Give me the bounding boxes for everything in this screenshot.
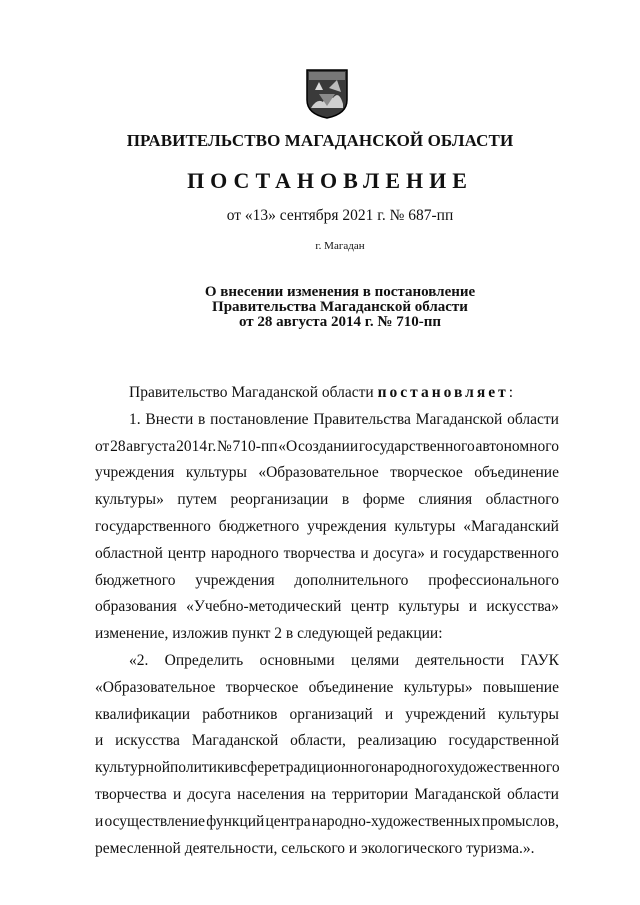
- word: государственного: [358, 437, 475, 455]
- word: государственного: [95, 517, 211, 535]
- word: осуществление: [104, 812, 206, 830]
- word: культуры: [394, 517, 456, 535]
- word: «Учебно-методический: [186, 598, 342, 616]
- paragraph-line: [95, 514, 559, 541]
- word: культуры»: [95, 491, 164, 509]
- word: искусства: [115, 732, 180, 750]
- word: 28: [110, 437, 126, 455]
- paragraph-line: [95, 594, 559, 621]
- word: автономного: [475, 437, 559, 455]
- word: центр: [167, 544, 206, 562]
- word: промыслов,: [481, 812, 559, 830]
- word: основными: [259, 651, 335, 669]
- word: «Образовательное: [95, 678, 216, 696]
- word: «О: [278, 437, 298, 455]
- word: и: [429, 544, 439, 562]
- word: культуры: [497, 705, 559, 723]
- word: профессионального: [428, 571, 559, 589]
- document-date-number: от «13» сентября 2021 г. № 687-пп: [226, 207, 454, 224]
- word: политики: [170, 759, 233, 777]
- word: повышение: [482, 678, 559, 696]
- word: области,: [290, 732, 346, 750]
- word: творчества: [283, 544, 356, 562]
- word: создании: [297, 437, 359, 455]
- word: работников: [202, 705, 278, 723]
- word: народного: [378, 759, 447, 777]
- word: форме: [362, 491, 405, 509]
- word: деятельности: [415, 651, 505, 669]
- word: путем: [177, 491, 217, 509]
- word: учреждения: [307, 517, 387, 535]
- word: учреждения: [95, 464, 175, 482]
- paragraph-line: [95, 702, 559, 729]
- word: искусства»: [486, 598, 559, 616]
- word: художественного: [446, 759, 560, 777]
- word: «Магаданский: [463, 517, 559, 535]
- subject-line: от 28 августа 2014 г. № 710-пп: [238, 314, 442, 330]
- word: сфере: [240, 759, 279, 777]
- word: традиционного: [278, 759, 379, 777]
- word: культуры»: [403, 678, 473, 696]
- word: слияния: [418, 491, 473, 509]
- word: народного: [210, 544, 279, 562]
- word: государственной: [448, 732, 559, 750]
- word: объединение: [308, 678, 394, 696]
- coat-of-arms-icon: [305, 68, 349, 120]
- word: и: [172, 785, 182, 803]
- word: и: [360, 544, 369, 562]
- word: бюджетного: [95, 571, 176, 589]
- word: областной: [95, 544, 163, 562]
- document-body: [95, 380, 559, 862]
- word: от: [95, 437, 110, 455]
- paragraph-line: ремесленной деятельности, сельского и экологического туризма.».: [95, 839, 535, 857]
- word: ГАУК: [520, 651, 559, 669]
- word: «2.: [129, 651, 149, 669]
- word: культуры: [398, 598, 460, 616]
- word: центра: [265, 812, 311, 830]
- document-subject: [0, 285, 640, 330]
- word: Магаданской: [191, 732, 279, 750]
- paragraph-line: [95, 675, 559, 702]
- word: и: [468, 598, 478, 616]
- word: на: [310, 785, 326, 803]
- preamble-tail: :: [508, 384, 514, 401]
- word: функций: [206, 812, 265, 830]
- word: и: [95, 732, 104, 750]
- word: государственного: [443, 544, 559, 562]
- paragraph-line: [95, 809, 559, 836]
- word: Магаданской: [415, 410, 503, 428]
- word: и: [384, 705, 394, 723]
- word: бюджетного: [218, 517, 300, 535]
- paragraph-line: [95, 568, 559, 595]
- subject-line: О внесении изменения в постановление: [204, 284, 476, 300]
- paragraph-line: [95, 648, 559, 675]
- word: учреждений: [405, 705, 486, 723]
- paragraph-line: [95, 487, 559, 514]
- word: объединение: [474, 464, 559, 482]
- document-type-title: ПОСТАНОВЛЕНИЕ: [187, 168, 473, 193]
- preamble: [95, 380, 559, 407]
- word: в: [198, 410, 206, 428]
- word: в: [232, 759, 241, 777]
- paragraph-line: [95, 460, 559, 487]
- word: целями: [351, 651, 400, 669]
- word: 2014: [176, 437, 208, 455]
- subject-line: Правительства Магаданской области: [212, 299, 468, 315]
- document-city: г. Магадан: [315, 240, 365, 252]
- word: Магаданской: [414, 785, 501, 803]
- word: №: [217, 437, 232, 455]
- word: Правительства: [313, 410, 411, 428]
- word: в: [341, 491, 350, 509]
- word: 1.: [129, 410, 141, 428]
- issuing-authority: ПРАВИТЕЛЬСТВО МАГАДАНСКОЙ ОБЛАСТИ: [126, 131, 514, 150]
- word: августа: [126, 437, 176, 455]
- word: Внести: [145, 410, 194, 428]
- word: г.: [207, 437, 217, 455]
- word: народно-художественных: [311, 812, 481, 830]
- word: и: [95, 812, 104, 830]
- paragraph-line: [95, 728, 559, 755]
- word: дополнительного: [294, 571, 409, 589]
- word: творческое: [390, 464, 463, 482]
- paragraph-2: [95, 648, 559, 862]
- word: досуга»: [373, 544, 425, 562]
- preamble-text: Правительство Магаданской области: [129, 384, 378, 401]
- word: 710-пп: [232, 437, 278, 455]
- word: области: [507, 410, 559, 428]
- paragraph-line: [95, 407, 559, 434]
- word: населения: [237, 785, 305, 803]
- paragraph-line: [95, 541, 559, 568]
- word: Определить: [164, 651, 244, 669]
- word: центр: [350, 598, 389, 616]
- word: культуры: [185, 464, 247, 482]
- word: областного: [485, 491, 559, 509]
- word: учреждения: [195, 571, 275, 589]
- word: образования: [95, 598, 177, 616]
- word: организаций: [289, 705, 373, 723]
- paragraph-1: [95, 407, 559, 648]
- paragraph-line: [95, 782, 559, 809]
- word: творческое: [225, 678, 299, 696]
- word: досуга: [187, 785, 232, 803]
- paragraph-line: изменение, изложив пункт 2 в следующей редакции:: [95, 625, 443, 643]
- paragraph-line: [95, 755, 559, 782]
- word: культурной: [95, 759, 171, 777]
- word: территории: [332, 785, 409, 803]
- paragraph-line: [95, 434, 559, 461]
- word: области: [507, 785, 559, 803]
- word: «Образовательное: [258, 464, 379, 482]
- word: реализацию: [357, 732, 437, 750]
- word: творчества: [95, 785, 167, 803]
- word: постановление: [210, 410, 309, 428]
- word: квалификации: [95, 705, 191, 723]
- word: реорганизации: [230, 491, 329, 509]
- preamble-emphasis: постановляет: [377, 384, 509, 401]
